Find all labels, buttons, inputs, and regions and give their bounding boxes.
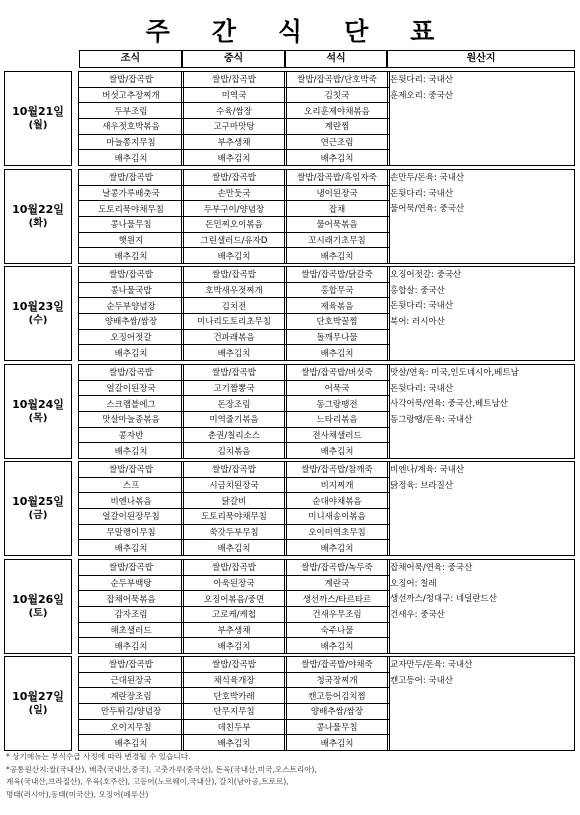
- day-date: 10월23일: [12, 299, 64, 313]
- origin-item: 돈뒷다리: 국내산: [390, 75, 454, 85]
- menu-item: 쌀밥/잡곡밥/참깨죽: [301, 465, 373, 476]
- menu-item: 채식육개장: [182, 672, 286, 688]
- menu-item: 고로케/케첩: [182, 606, 286, 622]
- menu-item: 쌀밥/잡곡밥/버섯죽: [301, 368, 373, 379]
- day-label: [4, 461, 72, 556]
- day-label: [4, 656, 72, 751]
- menu-item: 쌀밥/잡곡밥/야채죽: [301, 660, 373, 671]
- menu-item: 만두튀김/양념장: [79, 703, 183, 719]
- breakfast-menu: [78, 169, 184, 264]
- origin-item: 생선까스/청대구: 네덜란드산: [390, 594, 497, 604]
- menu-item: 쌀밥/잡곡밥: [109, 270, 153, 281]
- menu-item: 손만둣국: [182, 185, 286, 201]
- lunch-menu: [181, 461, 287, 556]
- menu-item: 두부조림: [79, 102, 183, 118]
- day-label: [4, 559, 72, 654]
- menu-item: 배추김치: [79, 539, 183, 555]
- menu-item: 연근조림: [285, 134, 389, 150]
- menu-item: 쌀밥/잡곡밥/녹두죽: [301, 563, 373, 574]
- menu-item: 얼갈이된장국: [79, 380, 183, 396]
- menu-item: 그린샐러드/유자D: [182, 232, 286, 248]
- day-weekday: (월): [28, 119, 48, 131]
- menu-item: 쌀밥/잡곡밥: [109, 465, 153, 476]
- menu-item: 배추김치: [79, 149, 183, 165]
- menu-item: 미역국: [182, 87, 286, 103]
- menu-item: 돈민찌오이볶음: [182, 216, 286, 232]
- menu-item: 건새우무조림: [285, 606, 389, 622]
- day-date: 10월24일: [12, 397, 64, 411]
- menu-item: 미나리도토리초무침: [182, 313, 286, 329]
- menu-item: 스프: [79, 477, 183, 493]
- day-date: 10월25일: [12, 494, 64, 508]
- title-char: 식: [277, 17, 303, 46]
- title-char: 표: [410, 17, 435, 46]
- menu-item: 양배추쌈/쌈장: [285, 703, 389, 719]
- menu-item: 쌀밥/잡곡밥/단호박죽: [297, 75, 377, 86]
- menu-item: 쑥갓두부무침: [182, 524, 286, 540]
- menu-item: 호박새우젓찌개: [182, 282, 286, 298]
- menu-item: 비지찌개: [285, 477, 389, 493]
- menu-item: 배추김치: [182, 539, 286, 555]
- footnote-line: * 상기메뉴는 부식수급 사정에 따라 변경될 수 있습니다.: [6, 752, 191, 761]
- menu-item: 순대야채볶음: [285, 492, 389, 508]
- header-lunch: 중식: [182, 50, 285, 68]
- origin-item: 닭정육: 브라질산: [390, 480, 454, 491]
- menu-item: 새우젓호박볶음: [79, 118, 183, 134]
- menu-item: 배추김치: [285, 247, 389, 263]
- menu-item: 도토리묵야채무침: [79, 200, 183, 216]
- menu-item: 김칫국: [285, 87, 389, 103]
- menu-item: 오리훈제야채볶음: [285, 102, 389, 118]
- menu-item: 잡채어묵볶음: [79, 590, 183, 606]
- menu-item: 춘권/칠리소스: [182, 427, 286, 443]
- menu-item: 순두부양념장: [79, 297, 183, 313]
- origin-list: [387, 364, 575, 459]
- menu-item: 쌀밥/잡곡밥: [212, 368, 256, 379]
- menu-item: 스크램블에그: [79, 395, 183, 411]
- day-weekday: (금): [28, 509, 48, 521]
- menu-item: 닭갈비: [182, 492, 286, 508]
- lunch-menu: [181, 364, 287, 459]
- lunch-menu: [181, 559, 287, 654]
- menu-item: 배추김치: [285, 442, 389, 458]
- lunch-menu: [181, 656, 287, 751]
- menu-item: 고구마맛탕: [182, 118, 286, 134]
- menu-item: 근대된장국: [79, 672, 183, 688]
- menu-item: 순두부백탕: [79, 575, 183, 591]
- menu-item: 냉이된장국: [285, 185, 389, 201]
- origin-list: [387, 559, 575, 654]
- breakfast-menu: [78, 461, 184, 556]
- menu-item: 배추김치: [285, 539, 389, 555]
- menu-item: 비엔나볶음: [79, 492, 183, 508]
- header-origin: 원산지: [387, 50, 575, 68]
- menu-item: 쌀밥/잡곡밥: [212, 563, 256, 574]
- menu-item: 잡채: [285, 200, 389, 216]
- origin-list: [387, 71, 575, 166]
- day-weekday: (수): [28, 314, 48, 326]
- origin-list: [387, 266, 575, 361]
- origin-item: 오징어: 칠레: [390, 578, 437, 589]
- menu-item: 두부구이/양념장: [182, 200, 286, 216]
- footnotes: [6, 751, 576, 801]
- menu-item: 감자조림: [79, 606, 183, 622]
- menu-item: 미니새송이볶음: [285, 508, 389, 524]
- menu-item: 돈장조림: [182, 395, 286, 411]
- lunch-menu: [181, 71, 287, 166]
- menu-item: 쌀밥/잡곡밥: [109, 75, 153, 86]
- origin-item: 홍합살: 중국산: [390, 285, 445, 296]
- menu-item: 홍합무국: [285, 282, 389, 298]
- menu-item: 부추생채: [182, 622, 286, 638]
- menu-item: 콩자반: [79, 427, 183, 443]
- dinner-menu: [284, 559, 390, 654]
- menu-item: 쌀밥/잡곡밥: [212, 465, 256, 476]
- origin-item: 돈뒷다리: 국내산: [390, 383, 454, 394]
- menu-item: 햇원지: [79, 232, 183, 248]
- menu-item: 양배추쌈/쌈장: [79, 313, 183, 329]
- menu-item: 배추김치: [285, 149, 389, 165]
- menu-item: 청국장찌개: [285, 672, 389, 688]
- menu-item: 계란찜: [285, 118, 389, 134]
- menu-item: 무말랭이무침: [79, 524, 183, 540]
- day-date: 10월22일: [12, 202, 64, 216]
- menu-item: 배추김치: [182, 149, 286, 165]
- menu-item: 고기짬뽕국: [182, 380, 286, 396]
- menu-item: 배추김치: [79, 637, 183, 653]
- footnote-line: 명태(러시아),동태(미국산), 오징어(페루산): [6, 789, 149, 799]
- dinner-menu: [284, 461, 390, 556]
- menu-item: 쌀밥/잡곡밥: [212, 270, 256, 281]
- day-weekday: (토): [28, 607, 48, 619]
- menu-item: 어묵국: [285, 380, 389, 396]
- breakfast-menu: [78, 266, 184, 361]
- menu-item: 동그랑땡전: [285, 395, 389, 411]
- menu-item: 해초샐러드: [79, 622, 183, 638]
- menu-item: 오징어볶음/중면: [182, 590, 286, 606]
- menu-item: 전사채샐러드: [285, 427, 389, 443]
- menu-item: 수육/쌈장: [182, 102, 286, 118]
- origin-item: 돈뒷다리: 국내산: [390, 188, 454, 199]
- menu-item: 쌀밥/잡곡밥: [212, 173, 256, 184]
- menu-item: 부추생채: [182, 134, 286, 150]
- menu-item: 쌀밥/잡곡밥/흑임자죽: [297, 173, 377, 184]
- day-label: [4, 364, 72, 459]
- menu-item: 단무지무침: [182, 703, 286, 719]
- menu-item: 쌀밥/잡곡밥: [212, 660, 256, 671]
- menu-item: 느타리볶음: [285, 411, 389, 427]
- menu-item: 생선까스/타르타르: [285, 590, 389, 606]
- menu-item: 배추김치: [79, 734, 183, 750]
- origin-item: 사각어묵/연육: 중국산,베트남산: [390, 399, 508, 409]
- origin-item: 훈제오리: 중국산: [390, 90, 454, 101]
- title-char: 간: [211, 17, 236, 46]
- dinner-menu: [284, 71, 390, 166]
- menu-item: 배추김치: [182, 247, 286, 263]
- menu-item: 배추김치: [79, 442, 183, 458]
- day-date: 10월27일: [12, 689, 64, 703]
- origin-item: 북어: 러시아산: [390, 316, 445, 327]
- menu-item: 오징어젓갈: [79, 329, 183, 345]
- day-label: [4, 169, 72, 264]
- menu-item: 배추김치: [182, 637, 286, 653]
- menu-item: 콩나물무침: [285, 719, 389, 735]
- menu-item: 오이지무침: [79, 719, 183, 735]
- dinner-menu: [284, 656, 390, 751]
- origin-item: 잡채어묵/연육: 중국산: [390, 563, 473, 573]
- menu-item: 돌깨무나물: [285, 329, 389, 345]
- origin-item: 건새우: 중국산: [390, 609, 445, 620]
- menu-item: 콩나물무침: [79, 216, 183, 232]
- dinner-menu: [284, 364, 390, 459]
- origin-item: 캔고등어: 국내산: [390, 675, 454, 686]
- menu-item: 캔고등어김치찜: [285, 687, 389, 703]
- dinner-menu: [284, 266, 390, 361]
- breakfast-menu: [78, 656, 184, 751]
- menu-item: 쌀밥/잡곡밥: [109, 660, 153, 671]
- menu-item: 아욱된장국: [182, 575, 286, 591]
- origin-item: 교자만두/돈육: 국내산: [390, 660, 473, 670]
- menu-item: 배추김치: [79, 344, 183, 360]
- menu-item: 배추김치: [182, 344, 286, 360]
- menu-item: 숙주나물: [285, 622, 389, 638]
- menu-item: 콩나물국밥: [79, 282, 183, 298]
- day-date: 10월21일: [12, 104, 64, 118]
- origin-list: [387, 169, 575, 264]
- origin-list: [387, 656, 575, 751]
- menu-item: 물어묵볶음: [285, 216, 389, 232]
- footnote-line: *공통원산지:쌀(국내산), 배추(국내산,중국), 고춧가루(중국산), 돈육(국내산,미국,오스트리아),: [6, 764, 317, 774]
- origin-list: [387, 461, 575, 556]
- breakfast-menu: [78, 559, 184, 654]
- menu-item: 도토리묵야채무침: [182, 508, 286, 524]
- origin-item: 손만두/돈육: 국내산: [390, 173, 465, 183]
- page-title: [0, 12, 580, 48]
- origin-item: 물어묵/연육: 중국산: [390, 204, 465, 214]
- header-dinner: 석식: [285, 50, 387, 68]
- day-weekday: (일): [28, 704, 48, 716]
- menu-item: 맛살마늘종볶음: [79, 411, 183, 427]
- menu-item: 날콩가루배춧국: [79, 185, 183, 201]
- title-char: 주: [145, 17, 170, 46]
- menu-item: 쌀밥/잡곡밥: [109, 368, 153, 379]
- menu-item: 단호박카레: [182, 687, 286, 703]
- origin-item: 오징어젓갈: 중국산: [390, 270, 462, 280]
- menu-item: 얼갈이된장무침: [79, 508, 183, 524]
- header-breakfast: 조식: [79, 50, 182, 68]
- menu-item: 마늘쫑지무침: [79, 134, 183, 150]
- footnote-line: 계육(국내산,브라질산), 우육(호주산), 고등어(노르웨이,국내산), 갈치(남아공,트로르),: [6, 777, 289, 786]
- menu-item: 꼬시래기초무침: [285, 232, 389, 248]
- day-label: [4, 266, 72, 361]
- menu-item: 데친두부: [182, 719, 286, 735]
- menu-item: 김치볶음: [182, 442, 286, 458]
- menu-item: 시금치된장국: [182, 477, 286, 493]
- title-char: 단: [344, 17, 369, 46]
- day-label: [4, 71, 72, 166]
- day-weekday: (목): [28, 412, 48, 424]
- origin-item: 맛살/연육: 미국,인도네시아,베트남: [390, 368, 519, 378]
- menu-item: 쌀밥/잡곡밥: [109, 173, 153, 184]
- menu-item: 배추김치: [285, 637, 389, 653]
- breakfast-menu: [78, 71, 184, 166]
- origin-item: 돈뒷다리: 국내산: [390, 301, 454, 311]
- dinner-menu: [284, 169, 390, 264]
- lunch-menu: [181, 266, 287, 361]
- menu-item: 배추김치: [79, 247, 183, 263]
- menu-item: 계란국: [285, 575, 389, 591]
- day-weekday: (화): [28, 217, 48, 229]
- menu-item: 건파래볶음: [182, 329, 286, 345]
- breakfast-menu: [78, 364, 184, 459]
- menu-item: 계란장조림: [79, 687, 183, 703]
- menu-item: 제육볶음: [285, 297, 389, 313]
- menu-item: 배추김치: [285, 734, 389, 750]
- menu-item: 김치전: [182, 297, 286, 313]
- origin-item: 동그랑땡/돈육: 국내산: [390, 414, 473, 425]
- menu-item: 오이미역초무침: [285, 524, 389, 540]
- lunch-menu: [181, 169, 287, 264]
- menu-item: 쌀밥/잡곡밥/닭갈죽: [301, 270, 373, 281]
- menu-item: 쌀밥/잡곡밥: [109, 563, 153, 574]
- day-date: 10월26일: [12, 592, 64, 606]
- menu-item: 배추김치: [182, 734, 286, 750]
- menu-item: 배추김치: [285, 344, 389, 360]
- menu-item: 미역줄기볶음: [182, 411, 286, 427]
- origin-item: 비엔나/계육: 국내산: [390, 465, 465, 475]
- menu-item: 단호박꿀찜: [285, 313, 389, 329]
- menu-item: 쌀밥/잡곡밥: [212, 75, 256, 86]
- menu-item: 버섯고추장찌개: [79, 87, 183, 103]
